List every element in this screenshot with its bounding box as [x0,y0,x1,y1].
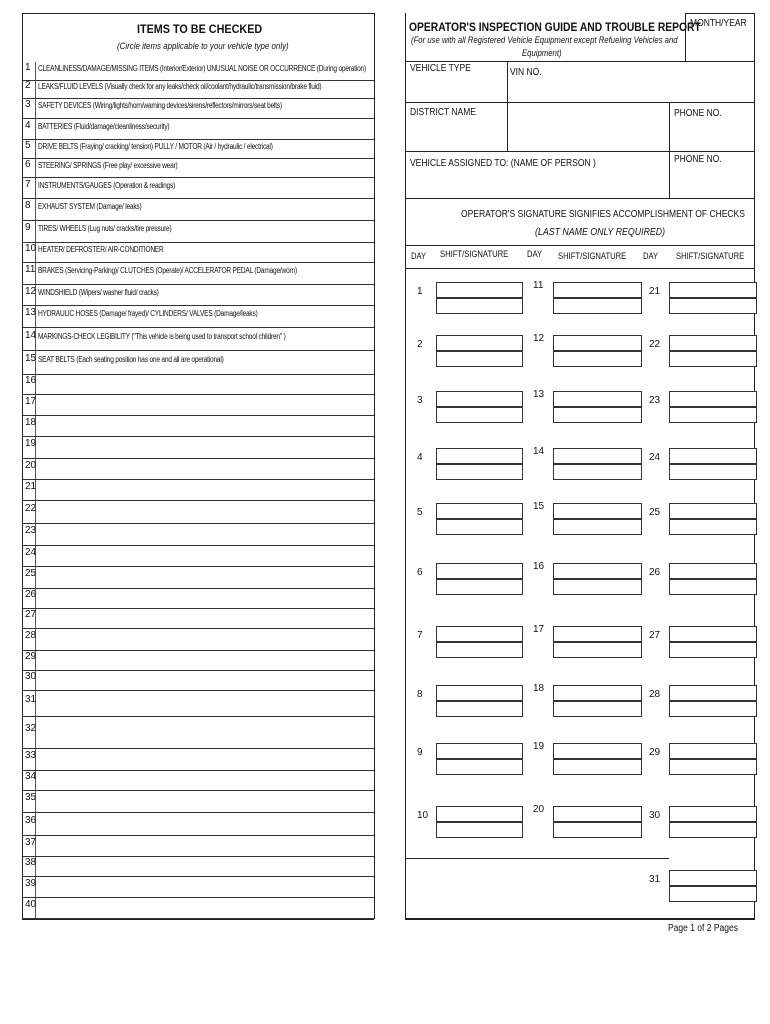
day-number: 15 [533,501,545,512]
item-text: TIRES/ WHEELS (Lug nuts/ cracks/tire pressure) [38,224,172,233]
signature-note: OPERATOR'S SIGNATURE SIGNIFIES ACCOMPLISHMENT OF CHECKS [461,209,745,220]
checklist-row[interactable] [22,262,374,285]
day-number: 4 [417,452,423,463]
signature-slot[interactable] [553,335,642,351]
checklist-row[interactable] [22,835,374,857]
item-number: 31 [25,694,37,705]
checklist-row[interactable] [22,690,374,717]
signature-slot[interactable] [669,701,757,717]
signature-slot[interactable] [669,282,757,298]
item-number: 25 [25,568,37,579]
day-number: 24 [649,452,661,463]
item-number: 14 [25,329,37,341]
signature-slot[interactable] [669,563,757,579]
checklist-row[interactable] [22,327,374,351]
checklist-row[interactable] [22,62,374,81]
signature-slot[interactable] [436,519,523,535]
item-number: 30 [25,671,37,682]
item-number: 34 [25,771,37,782]
item-number: 35 [25,792,37,803]
signature-slot[interactable] [669,391,757,407]
day-number: 19 [533,741,545,752]
left-subtitle: (Circle items applicable to your vehicle type only) [117,41,289,51]
item-text: HYDRAULIC HOSES (Damage/ frayed)/ CYLINDERS/ VALVES (Damage/leaks) [38,309,258,318]
signature-slot[interactable] [553,351,642,367]
checklist-row[interactable] [22,284,374,306]
item-number: 6 [25,158,31,170]
day-number: 3 [417,395,423,406]
form-subtitle-line2: Equipment) [522,48,562,58]
item-number: 40 [25,898,37,910]
item-text: CLEANLINESS/DAMAGE/MISSING ITEMS (Interior/Exterior) UNUSUAL NOISE OR OCCURRENCE (During operation) [38,64,366,73]
item-number: 2 [25,80,31,91]
signature-slot[interactable] [436,391,523,407]
signature-slot[interactable] [553,759,642,775]
checklist-row[interactable] [22,415,374,437]
vehicle-type-label: VEHICLE TYPE [410,63,471,74]
item-number: 38 [25,857,37,868]
signature-slot[interactable] [436,464,523,480]
checklist-row[interactable] [22,242,374,263]
item-number: 22 [25,502,37,514]
day-number: 7 [417,630,423,641]
signature-slot[interactable] [553,579,642,595]
day-number: 30 [649,810,661,821]
checklist-row[interactable] [22,436,374,459]
shift-header-1: SHIFT/SIGNATURE [440,249,509,259]
checklist-row[interactable] [22,118,374,140]
day-number: 13 [533,389,545,400]
vehicle-assigned-label: VEHICLE ASSIGNED TO: (NAME OF PERSON ) [410,158,596,169]
day-number: 29 [649,747,661,758]
signature-slot[interactable] [436,759,523,775]
item-number: 27 [25,609,37,620]
signature-slot[interactable] [436,579,523,595]
checklist-row[interactable] [22,139,374,159]
item-number: 8 [25,200,31,211]
signature-slot[interactable] [436,626,523,642]
signature-slot[interactable] [436,407,523,423]
signature-slot[interactable] [669,685,757,701]
page-number: Page 1 of 2 Pages [668,923,738,934]
item-text: SEAT BELTS (Each seating position has one and all are operational) [38,355,224,364]
checklist-row[interactable] [22,628,374,651]
item-text: DRIVE BELTS (Fraying/ cracking/ tension) PULLY / MOTOR (Air / hydraulic / electrical) [38,141,273,151]
checklist-row[interactable] [22,458,374,480]
signature-slot[interactable] [553,298,642,314]
phone-no-label-2: PHONE NO. [674,154,722,165]
day-header-2: DAY [527,249,543,259]
item-text: BATTERIES (Fluid/damage/cleanliness/security) [38,121,170,131]
signature-slot[interactable] [669,870,757,886]
checklist-row[interactable] [22,670,374,691]
day-number: 10 [417,810,429,821]
item-text: WINDSHIELD (Wipers/ washer fluid/ cracks) [38,287,159,297]
item-number: 37 [25,836,37,848]
item-number: 15 [25,353,37,364]
signature-slot[interactable] [436,351,523,367]
item-number: 19 [25,438,37,449]
day-number: 12 [533,333,545,344]
signature-slot[interactable] [436,806,523,822]
item-number: 29 [25,651,37,662]
day-number: 5 [417,507,423,518]
signature-slot[interactable] [553,701,642,717]
item-number: 23 [25,525,37,536]
item-text: HEATER/ DEFROSTER/ AIR-CONDITIONER [38,245,164,254]
checklist-row[interactable] [22,650,374,671]
checklist-row[interactable] [22,479,374,501]
phone-no-label-1: PHONE NO. [674,108,722,119]
signature-slot[interactable] [669,579,757,595]
signature-slot[interactable] [553,282,642,298]
signature-slot[interactable] [436,298,523,314]
signature-slot[interactable] [436,743,523,759]
signature-slot[interactable] [436,685,523,701]
day-number: 31 [649,874,661,885]
item-number: 13 [25,307,37,318]
item-number: 7 [25,178,31,190]
checklist-row[interactable] [22,98,374,119]
checklist-row[interactable] [22,198,374,221]
item-number: 20 [25,459,37,471]
signature-slot[interactable] [553,391,642,407]
signature-slot[interactable] [553,642,642,658]
signature-note-last-name: (LAST NAME ONLY REQUIRED) [535,227,666,238]
day-number: 28 [649,689,661,700]
checklist-row[interactable] [22,500,374,524]
day-number: 20 [533,804,545,815]
day-number: 14 [533,446,545,457]
signature-slot[interactable] [669,806,757,822]
checklist-row[interactable] [22,790,374,813]
signature-slot[interactable] [669,448,757,464]
day-number: 26 [649,567,661,578]
checklist-row[interactable] [22,566,374,589]
item-number: 4 [25,119,31,131]
day-number: 22 [649,339,661,350]
form-title: OPERATOR'S INSPECTION GUIDE AND TROUBLE REPORT [409,20,701,34]
vin-no-label: VIN NO. [510,67,542,78]
signature-slot[interactable] [553,503,642,519]
checklist-row[interactable] [22,220,374,243]
signature-slot[interactable] [669,743,757,759]
month-year-label: MONTH/YEAR [690,18,747,29]
item-number: 5 [25,139,31,151]
signature-slot[interactable] [436,563,523,579]
signature-slot[interactable] [669,519,757,535]
item-number: 1 [25,62,31,73]
signature-slot[interactable] [669,642,757,658]
checklist-row[interactable] [22,897,374,919]
item-text: SAFETY DEVICES (Wiring/lights/horn/warning devices/sirens/reflectors/mirrors/seat belts) [38,101,282,110]
signature-slot[interactable] [669,298,757,314]
item-number: 21 [25,480,37,492]
item-number: 11 [25,264,36,275]
signature-slot[interactable] [669,626,757,642]
day-number: 18 [533,683,545,694]
checklist-row[interactable] [22,394,374,416]
day-number: 2 [417,339,423,350]
signature-slot[interactable] [553,685,642,701]
signature-slot[interactable] [553,407,642,423]
day-number: 16 [533,561,545,572]
signature-slot[interactable] [436,822,523,838]
day-number: 21 [649,286,661,297]
signature-slot[interactable] [436,335,523,351]
signature-slot[interactable] [553,448,642,464]
signature-slot[interactable] [436,448,523,464]
form-subtitle-line1: (For use with all Registered Vehicle Equipment except Refueling Vehicles and [411,35,678,45]
item-text: LEAKS/FLUID LEVELS (Visually check for any leaks/check oil/coolant/hydraulic/transmission/brake fluid) [38,82,322,91]
item-number: 9 [25,222,31,233]
item-text: BRAKES (Servicing-Parking)/ CLUTCHES (Operate)/ ACCELERATOR PEDAL (Damage/worn) [38,266,297,275]
day-number: 23 [649,395,661,406]
signature-slot[interactable] [553,519,642,535]
signature-slot[interactable] [553,464,642,480]
signature-slot[interactable] [669,503,757,519]
checklist-row[interactable] [22,350,374,375]
signature-slot[interactable] [553,743,642,759]
checklist-row[interactable] [22,812,374,836]
signature-slot[interactable] [669,335,757,351]
day-number: 6 [417,567,423,578]
day-number: 8 [417,689,423,700]
day-number: 11 [533,280,544,291]
day-number: 25 [649,507,661,518]
item-number: 16 [25,375,37,386]
item-number: 24 [25,546,37,558]
signature-slot[interactable] [553,806,642,822]
day-number: 1 [417,286,423,297]
signature-slot[interactable] [436,503,523,519]
signature-slot[interactable] [669,822,757,838]
signature-slot[interactable] [553,822,642,838]
checklist-row[interactable] [22,770,374,791]
day-header-1: DAY [411,251,427,261]
checklist-row[interactable] [22,876,374,898]
checklist-row[interactable] [22,608,374,629]
district-name-label: DISTRICT NAME [410,107,476,118]
checklist-row[interactable] [22,545,374,567]
checklist-row[interactable] [22,158,374,178]
signature-slot[interactable] [553,563,642,579]
shift-header-2: SHIFT/SIGNATURE [558,251,627,261]
item-number: 18 [25,416,37,428]
item-number: 39 [25,877,37,889]
item-text: STEERING/ SPRINGS (Free play/ excessive wear) [38,160,178,170]
checklist-row[interactable] [22,80,374,99]
checklist-row[interactable] [22,716,374,749]
item-number: 26 [25,589,37,600]
checklist-row[interactable] [22,856,374,877]
signature-slot[interactable] [436,642,523,658]
signature-slot[interactable] [669,407,757,423]
signature-slot[interactable] [669,464,757,480]
item-number: 3 [25,99,31,110]
signature-slot[interactable] [436,282,523,298]
signature-slot[interactable] [669,759,757,775]
item-number: 32 [25,723,37,734]
item-number: 33 [25,750,37,761]
checklist-row[interactable] [22,305,374,328]
left-title: ITEMS TO BE CHECKED [137,22,263,36]
item-text: EXHAUST SYSTEM (Damage/ leaks) [38,202,142,211]
shift-header-3: SHIFT/SIGNATURE [676,251,745,261]
checklist-row[interactable] [22,374,374,395]
item-number: 28 [25,630,37,641]
checklist-row[interactable] [22,523,374,546]
signature-slot[interactable] [436,701,523,717]
day-number: 17 [533,624,545,635]
signature-slot[interactable] [553,626,642,642]
signature-slot[interactable] [669,351,757,367]
signature-slot[interactable] [669,886,757,902]
checklist-row[interactable] [22,748,374,771]
day-number: 9 [417,747,423,758]
day-header-3: DAY [643,251,659,261]
checklist-row[interactable] [22,177,374,199]
item-number: 36 [25,814,37,826]
checklist-row[interactable] [22,588,374,609]
item-number: 10 [25,243,37,254]
item-number: 12 [25,285,37,297]
item-number: 17 [25,395,37,407]
item-text: INSTRUMENTS/GAUGES (Operation & readings) [38,180,176,190]
day-number: 27 [649,630,661,641]
item-text: MARKINGS-CHECK LEGIBILITY ("This vehicle is being used to transport school children" ) [38,331,286,341]
